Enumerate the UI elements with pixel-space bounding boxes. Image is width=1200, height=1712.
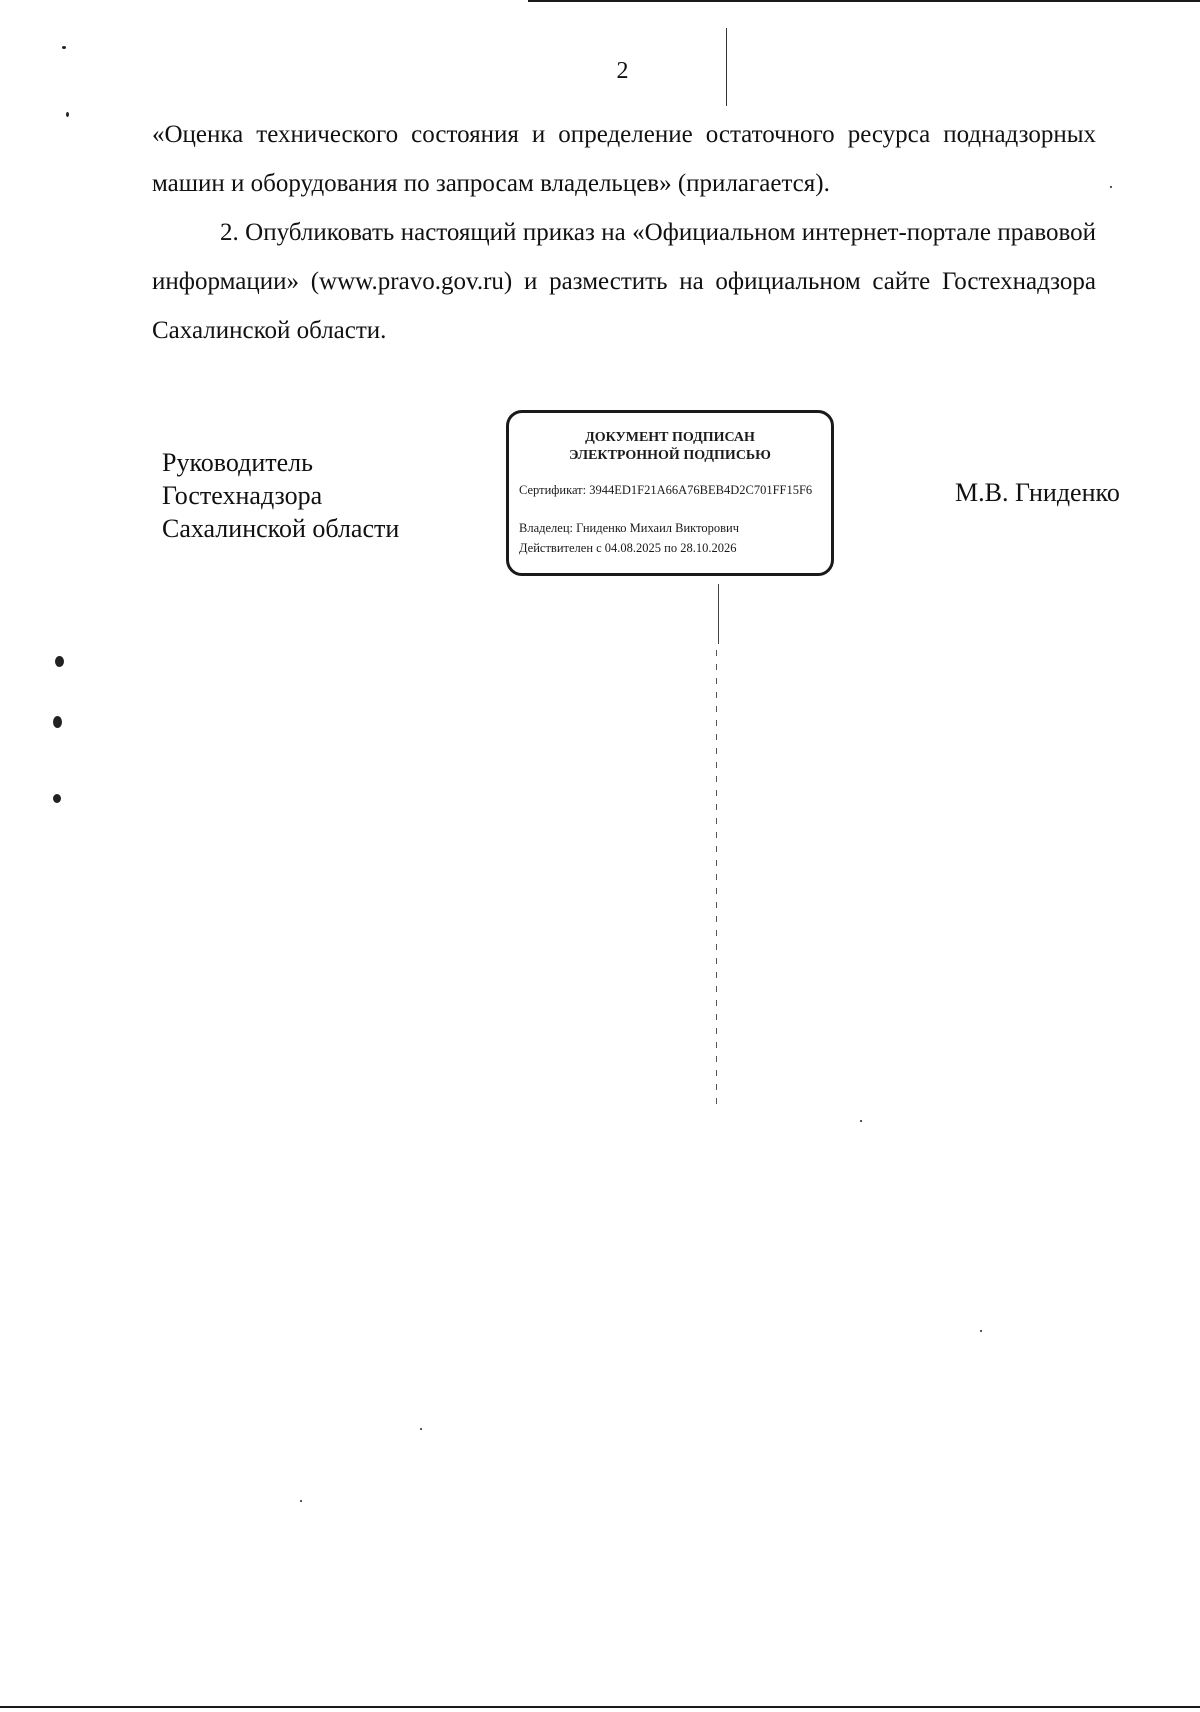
signer-title-line: Сахалинской области [162, 514, 400, 543]
scan-speck [55, 656, 64, 667]
scan-speck [62, 46, 66, 49]
scan-speck [66, 112, 69, 117]
scan-artifact-line [0, 1706, 1200, 1708]
scan-artifact-line [718, 584, 719, 644]
electronic-signature-stamp [506, 410, 834, 576]
stamp-certificate: Сертификат: 3944ED1F21A66A76BEB4D2C701FF15F6 [519, 483, 813, 497]
scan-speck [980, 1330, 982, 1332]
body-paragraph: 2. Опубликовать настоящий приказ на «Официальном интернет-портале правовой информации» (www.pravo.gov.ru) и разместить на официальном сайте Гостехнадзора Сахалинской области. [152, 219, 1096, 344]
signer-title-line: Гостехнадзора [162, 481, 323, 510]
page-number: 2 [616, 58, 629, 84]
scan-artifact-line [528, 0, 1200, 2]
scan-speck [1110, 186, 1112, 188]
scan-artifact-line [716, 650, 717, 1110]
stamp-validity: Действителен с 04.08.2025 по 28.10.2026 [519, 541, 737, 555]
stamp-heading-line: ДОКУМЕНТ ПОДПИСАН [585, 430, 755, 445]
stamp-owner: Владелец: Гниденко Михаил Викторович [519, 521, 739, 535]
signer-name: М.В. Гниденко [955, 478, 1120, 507]
stamp-heading [509, 429, 831, 465]
scan-speck [300, 1500, 302, 1502]
stamp-heading-line: ЭЛЕКТРОННОЙ ПОДПИСЬЮ [569, 448, 771, 463]
document-body [152, 110, 1096, 355]
scan-speck [860, 1120, 862, 1122]
scan-speck [420, 1428, 422, 1430]
scan-speck [53, 716, 62, 728]
signer-title-line: Руководитель [162, 448, 313, 477]
scan-speck [53, 794, 61, 803]
signer-title [162, 446, 399, 545]
body-paragraph: «Оценка технического состояния и определение остаточного ресурса поднадзорных машин и оборудования по запросам владельцев» (прилагается). [152, 121, 1096, 197]
